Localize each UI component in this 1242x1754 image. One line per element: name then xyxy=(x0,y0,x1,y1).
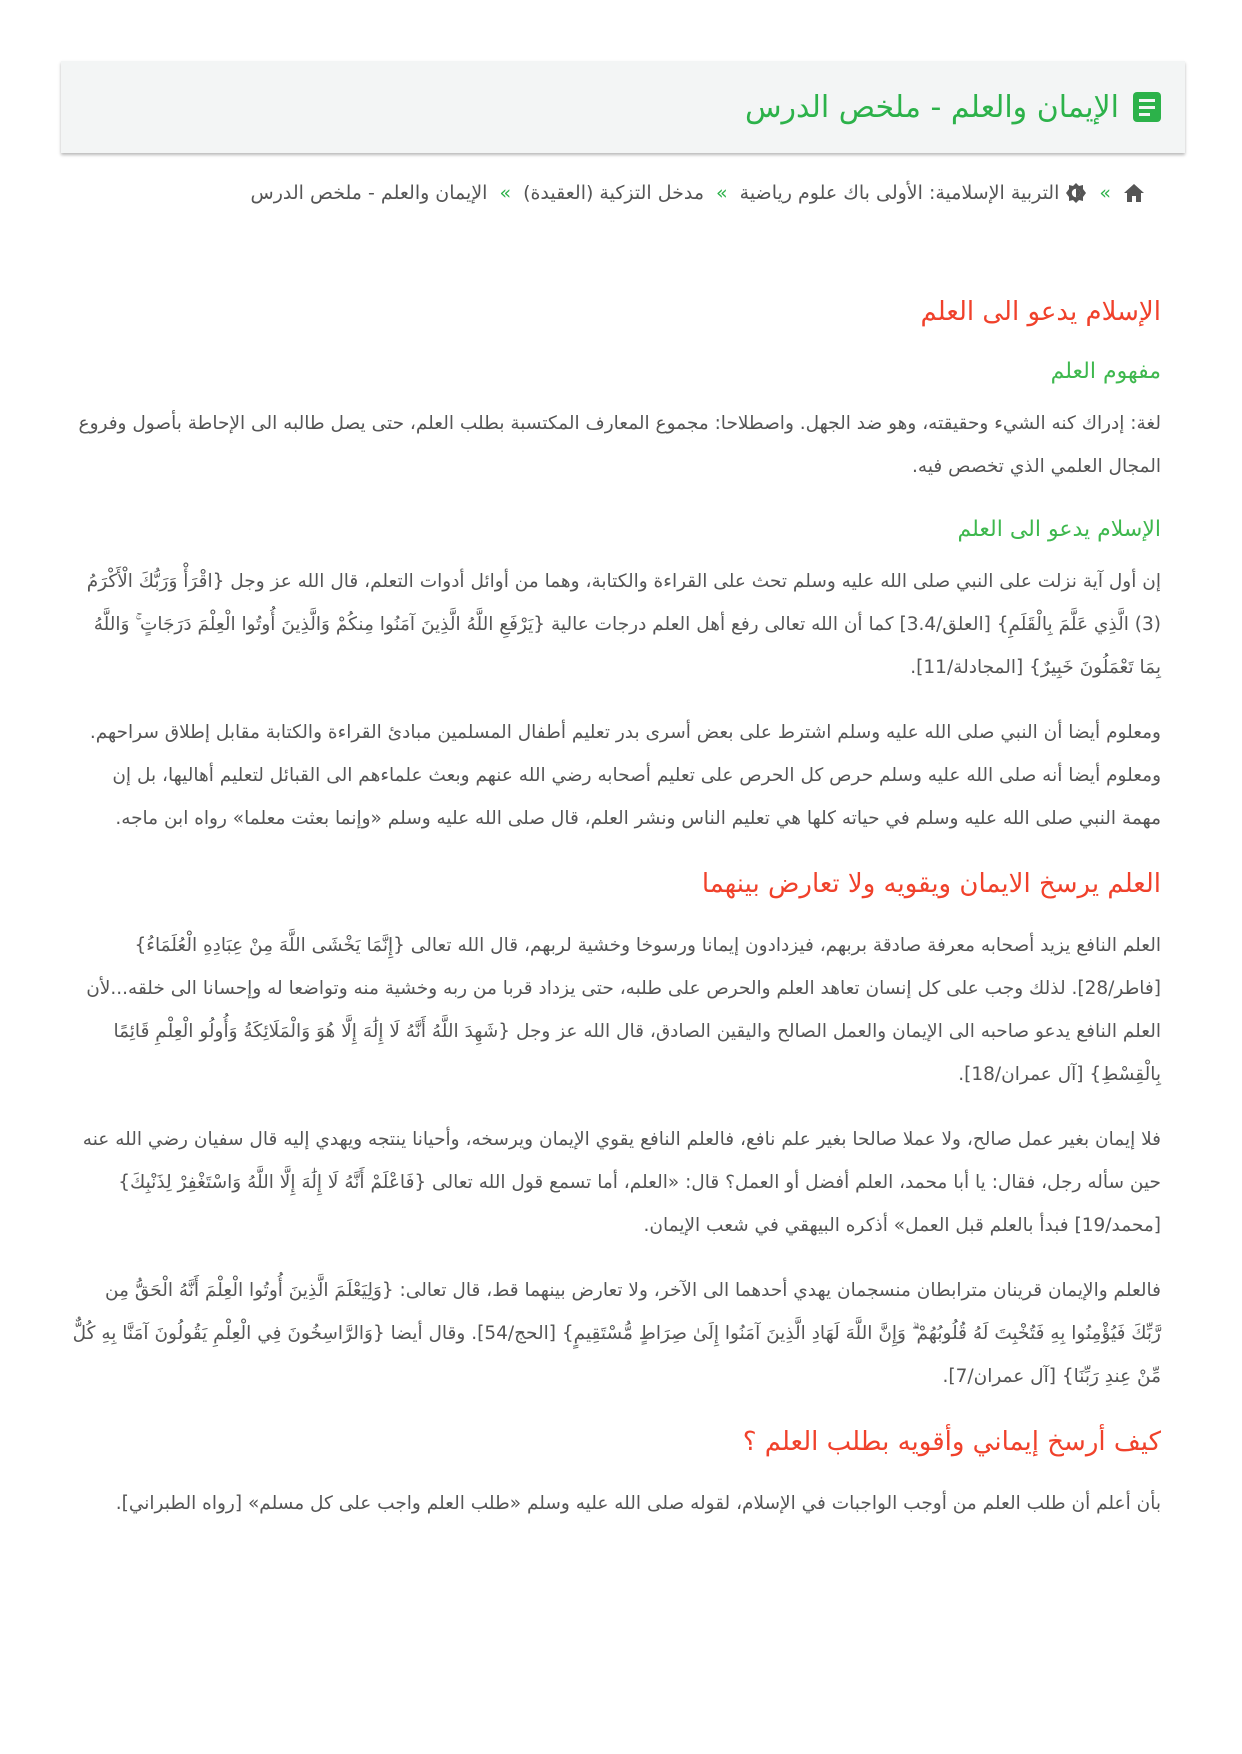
breadcrumb xyxy=(251,178,1145,208)
subsection-heading: مفهوم العلم xyxy=(1050,359,1161,384)
page-title: الإيمان والعلم - ملخص الدرس xyxy=(744,89,1119,125)
section-heading: كيف أرسخ إيماني وأقويه بطلب العلم ؟ xyxy=(742,1427,1161,1457)
paragraph: ومعلوم أيضا أن النبي صلى الله عليه وسلم اشترط على بعض أسرى بدر تعليم أطفال المسلمين مبادئ القراءة والكتابة مقابل إطلاق سراحهم. ومعلوم أيضا أنه صلى الله عليه وسلم حرص كل الحرص على تعليم أصحابه رضي الله عنهم وبعث علماءهم الى القبائل لتعليم أهاليها، بل إن مهمة النبي صلى الله عليه وسلم في حياته كلها هي تعليم الناس ونشر العلم، قال صلى الله عليه وسلم «وإنما بعثت معلما» رواه ابن ماجه. xyxy=(89,722,1161,829)
breadcrumb-item-current: الإيمان والعلم - ملخص الدرس xyxy=(250,182,488,204)
breadcrumb-separator: » xyxy=(1099,182,1111,204)
home-icon[interactable] xyxy=(1123,183,1145,203)
paragraph: العلم النافع يزيد أصحابه معرفة صادقة بربهم، فيزدادون إيمانا ورسوخا وخشية لربهم، قال الله تعالى {إِنَّمَا يَخْشَى اللَّهَ مِنْ عِبَادِهِ الْعُلَمَاءُ} [فاطر/28]. لذلك وجب على كل إنسان تعاهد العلم والحرص على طلبه، حتى يزداد قربا من ربه وخشية منه وتواضعا له وإحسانا الى خلقه...لأن العلم النافع يدعو صاحبه الى الإيمان والعمل الصالح واليقين الصادق، قال الله عز وجل {شَهِدَ اللَّهُ أَنَّهُ لَا إِلَٰهَ إِلَّا هُوَ وَالْمَلَائِكَةُ وَأُولُو الْعِلْمِ قَائِمًا بِالْقِسْطِ} [آل عمران/18]. xyxy=(86,935,1161,1085)
lesson-content xyxy=(71,290,1161,1547)
section-heading: العلم يرسخ الايمان ويقويه ولا تعارض بينهما xyxy=(701,869,1161,899)
breadcrumb-separator: » xyxy=(716,182,728,204)
paragraph: فلا إيمان بغير عمل صالح، ولا عملا صالحا بغير علم نافع، فالعلم النافع يقوي الإيمان ويرسخه، وأحيانا ينتجه ويهدي إليه قال سفيان رضي الله عنه حين سأله رجل، فقال: يا أبا محمد، العلم أفضل أو العمل؟ قال: «العلم، أما تسمع قول الله تعالى {فَاعْلَمْ أَنَّهُ لَا إِلَٰهَ إِلَّا اللَّهُ وَاسْتَغْفِرْ لِذَنْبِكَ} [محمد/19] فبدأ بالعلم قبل العمل» أذكره البيهقي في شعب الإيمان. xyxy=(82,1129,1161,1236)
gear-icon xyxy=(1065,182,1087,204)
paragraph: فالعلم والإيمان قرينان مترابطان منسجمان يهدي أحدهما الى الآخر، ولا تعارض بينهما قط، قال تعالى: {وَلِيَعْلَمَ الَّذِينَ أُوتُوا الْعِلْمَ أَنَّهُ الْحَقُّ مِن رَّبِّكَ فَيُؤْمِنُوا بِهِ فَتُخْبِتَ لَهُ قُلُوبُهُمْ ۗ وَإِنَّ اللَّهَ لَهَادِ الَّذِينَ آمَنُوا إِلَىٰ صِرَاطٍ مُّسْتَقِيمٍ} [الحج/54]. وقال أيضا {وَالرَّاسِخُونَ فِي الْعِلْمِ يَقُولُونَ آمَنَّا بِهِ كُلٌّ مِّنْ عِندِ رَبِّنَا} [آل عمران/7]. xyxy=(72,1280,1161,1387)
paragraph: لغة: إدراك كنه الشيء وحقيقته، وهو ضد الجهل. واصطلاحا: مجموع المعارف المكتسبة بطلب العلم، حتى يصل طالبه الى الإحاطة بأصول وفروع المجال العلمي الذي تخصص فيه. xyxy=(78,413,1161,477)
paragraph: بأن أعلم أن طلب العلم من أوجب الواجبات في الإسلام، لقوله صلى الله عليه وسلم «طلب العلم واجب على كل مسلم» [رواه الطبراني]. xyxy=(115,1493,1161,1514)
page-header xyxy=(61,61,1185,153)
breadcrumb-item-unit[interactable]: مدخل التزكية (العقيدة) xyxy=(523,182,705,204)
paragraph: إن أول آية نزلت على النبي صلى الله عليه وسلم تحث على القراءة والكتابة، وهما من أوائل أدوات التعلم، قال الله عز وجل {اقْرَأْ وَرَبُّكَ الْأَكْرَمُ (3) الَّذِي عَلَّمَ بِالْقَلَمِ} [العلق/3.4] كما أن الله تعالى رفع أهل العلم درجات عالية {يَرْفَعِ اللَّهُ الَّذِينَ آمَنُوا مِنكُمْ وَالَّذِينَ أُوتُوا الْعِلْمَ دَرَجَاتٍ ۚ وَاللَّهُ بِمَا تَعْمَلُونَ خَبِيرٌ} [المجادلة/11]. xyxy=(86,571,1161,678)
breadcrumb-item-subject[interactable]: التربية الإسلامية: الأولى باك علوم رياضية xyxy=(739,182,1060,204)
breadcrumb-separator: » xyxy=(499,182,512,204)
section-heading: الإسلام يدعو الى العلم xyxy=(920,297,1161,327)
document-icon xyxy=(1133,92,1161,122)
subsection-heading: الإسلام يدعو الى العلم xyxy=(957,517,1161,542)
